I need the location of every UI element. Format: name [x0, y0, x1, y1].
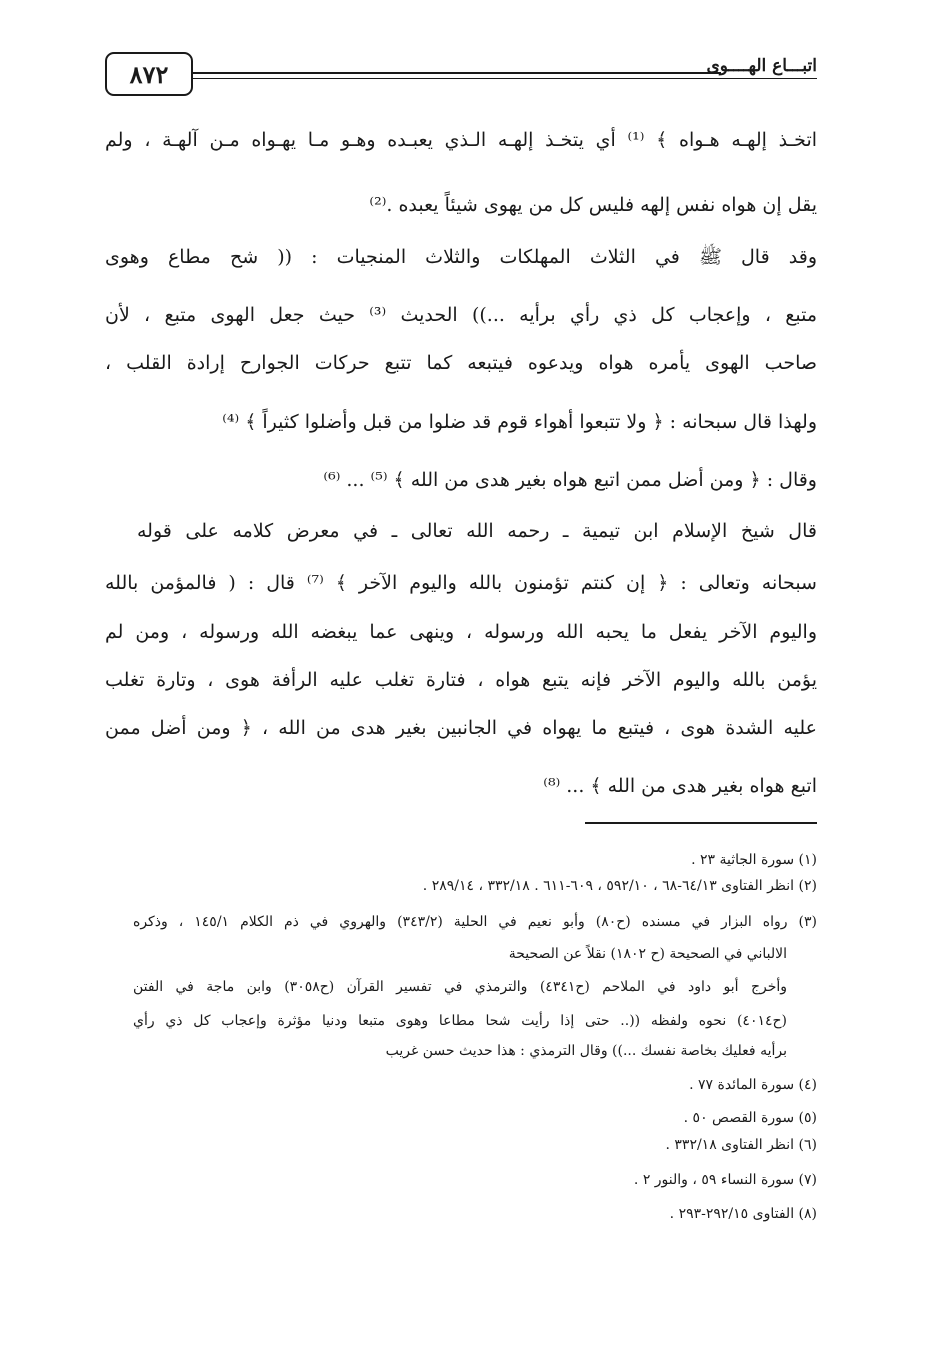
footnote: برأيه فعليك بخاصة نفسك ...)) وقال الترمذي : هذا حديث حسن غريب [385, 1043, 787, 1059]
body-line: اتخـذ إلهـه هـواه ﴾ ⁽¹⁾ أي يتخـذ إلهـه الـذي يعبـده وهـو مـا يهـواه مـن آلهـة ، ولم [105, 129, 818, 151]
body-line: اتبع هواه بغير هدى من الله ﴾ ... ⁽⁸⁾ [543, 775, 817, 797]
header-rule [191, 72, 721, 74]
footnote-separator [585, 822, 817, 824]
footnote: (٤) سورة المائدة ٧٧ . [689, 1077, 817, 1093]
body-line: سبحانه وتعالى : ﴿ إن كنتم تؤمنون بالله واليوم الآخر ﴾ ⁽⁷⁾ قال : ( فالمؤمن بالله [105, 572, 817, 594]
body-line: يقل إن هواه نفس إلهه فليس كل من يهوى شيئاً يعبده .⁽²⁾ [369, 194, 817, 216]
body-line: قال شيخ الإسلام ابن تيمية ـ رحمه الله تعالى ـ في معرض كلامه على قوله [137, 520, 817, 542]
footnote: وأخرج أبو داود في الملاحم (ح٤٣٤١) والترمذي في تفسير القرآن (ح٣٠٥٨) وابن ماجة في الفتن [133, 979, 788, 995]
footnote: (٧) سورة النساء ٥٩ ، والنور ٢ . [633, 1172, 817, 1188]
footnote: (١) سورة الجاثية ٢٣ . [691, 852, 817, 868]
page-header [105, 52, 817, 98]
footnote: (٣) رواه البزار في مسنده (ح٨٠) وأبو نعيم في الحلية (٣٤٣/٢) والهروي في ذم الكلام ١٤٥/١ ، وذكره [133, 914, 818, 930]
body-line: واليوم الآخر يفعل ما يحبه الله ورسوله ، وينهى عما يبغضه الله ورسوله ، ومن لم [105, 621, 817, 643]
body-line: وقال : ﴿ ومن أضل ممن اتبع هواه بغير هدى من الله ﴾ ⁽⁵⁾ ... ⁽⁶⁾ [323, 469, 817, 491]
page-number: ٨٧٢ [105, 52, 193, 96]
body-line: صاحب الهوى يأمره هواه ويدعوه فيتبعه كما تتبع حركات الجوارح إرادة القلب ، [105, 352, 817, 374]
footnote: (٥) سورة القصص ٥٠ . [683, 1110, 817, 1126]
body-line: وقد قال ﷺ في الثلاث المهلكات والثلاث المنجيات : (( شح مطاع وهوى [105, 246, 817, 268]
running-title: اتبـــاع الهــــوى [706, 56, 817, 76]
header-rule-secondary [191, 78, 817, 79]
footnote: الالباني في الصحيحة (ح ١٨٠٢) نقلاً عن الصحيحة [508, 946, 787, 962]
body-line: يؤمن بالله واليوم الآخر فإنه يتبع هواه ، فتارة تغلب عليه الرأفة هوى ، وتارة تغلب [105, 669, 817, 691]
footnote: (٨) الفتاوى ٢٩٢/١٥-٢٩٣ . [669, 1206, 817, 1222]
body-line: عليه الشدة هوى ، فيتبع ما يهواه في الجانبين بغير هدى من الله ، ﴿ ومن أضل ممن [105, 717, 817, 739]
footnote: (٦) انظر الفتاوى ٣٣٢/١٨ . [665, 1137, 817, 1153]
footnote: (٢) انظر الفتاوى ٦٤/١٣-٦٨ ، ٥٩٢/١٠ ، ٦٠٩-٦١١ . ٣٣٢/١٨ ، ٢٨٩/١٤ . [422, 878, 817, 894]
body-line: متبع ، وإعجاب كل ذي رأي برأيه ...)) الحديث ⁽³⁾ حيث جعل الهوى متبع ، لأن [105, 304, 817, 326]
footnote: (ح٤٠١٤) نحوه ولفظه ((.. حتى إذا رأيت شحا مطاعا وهوى متبعا ودنيا مؤثرة وإعجاب كل ذي رأي [133, 1013, 787, 1029]
body-line: ولهذا قال سبحانه : ﴿ ولا تتبعوا أهواء قوم قد ضلوا من قبل وأضلوا كثيراً ﴾ ⁽⁴⁾ [222, 411, 817, 433]
